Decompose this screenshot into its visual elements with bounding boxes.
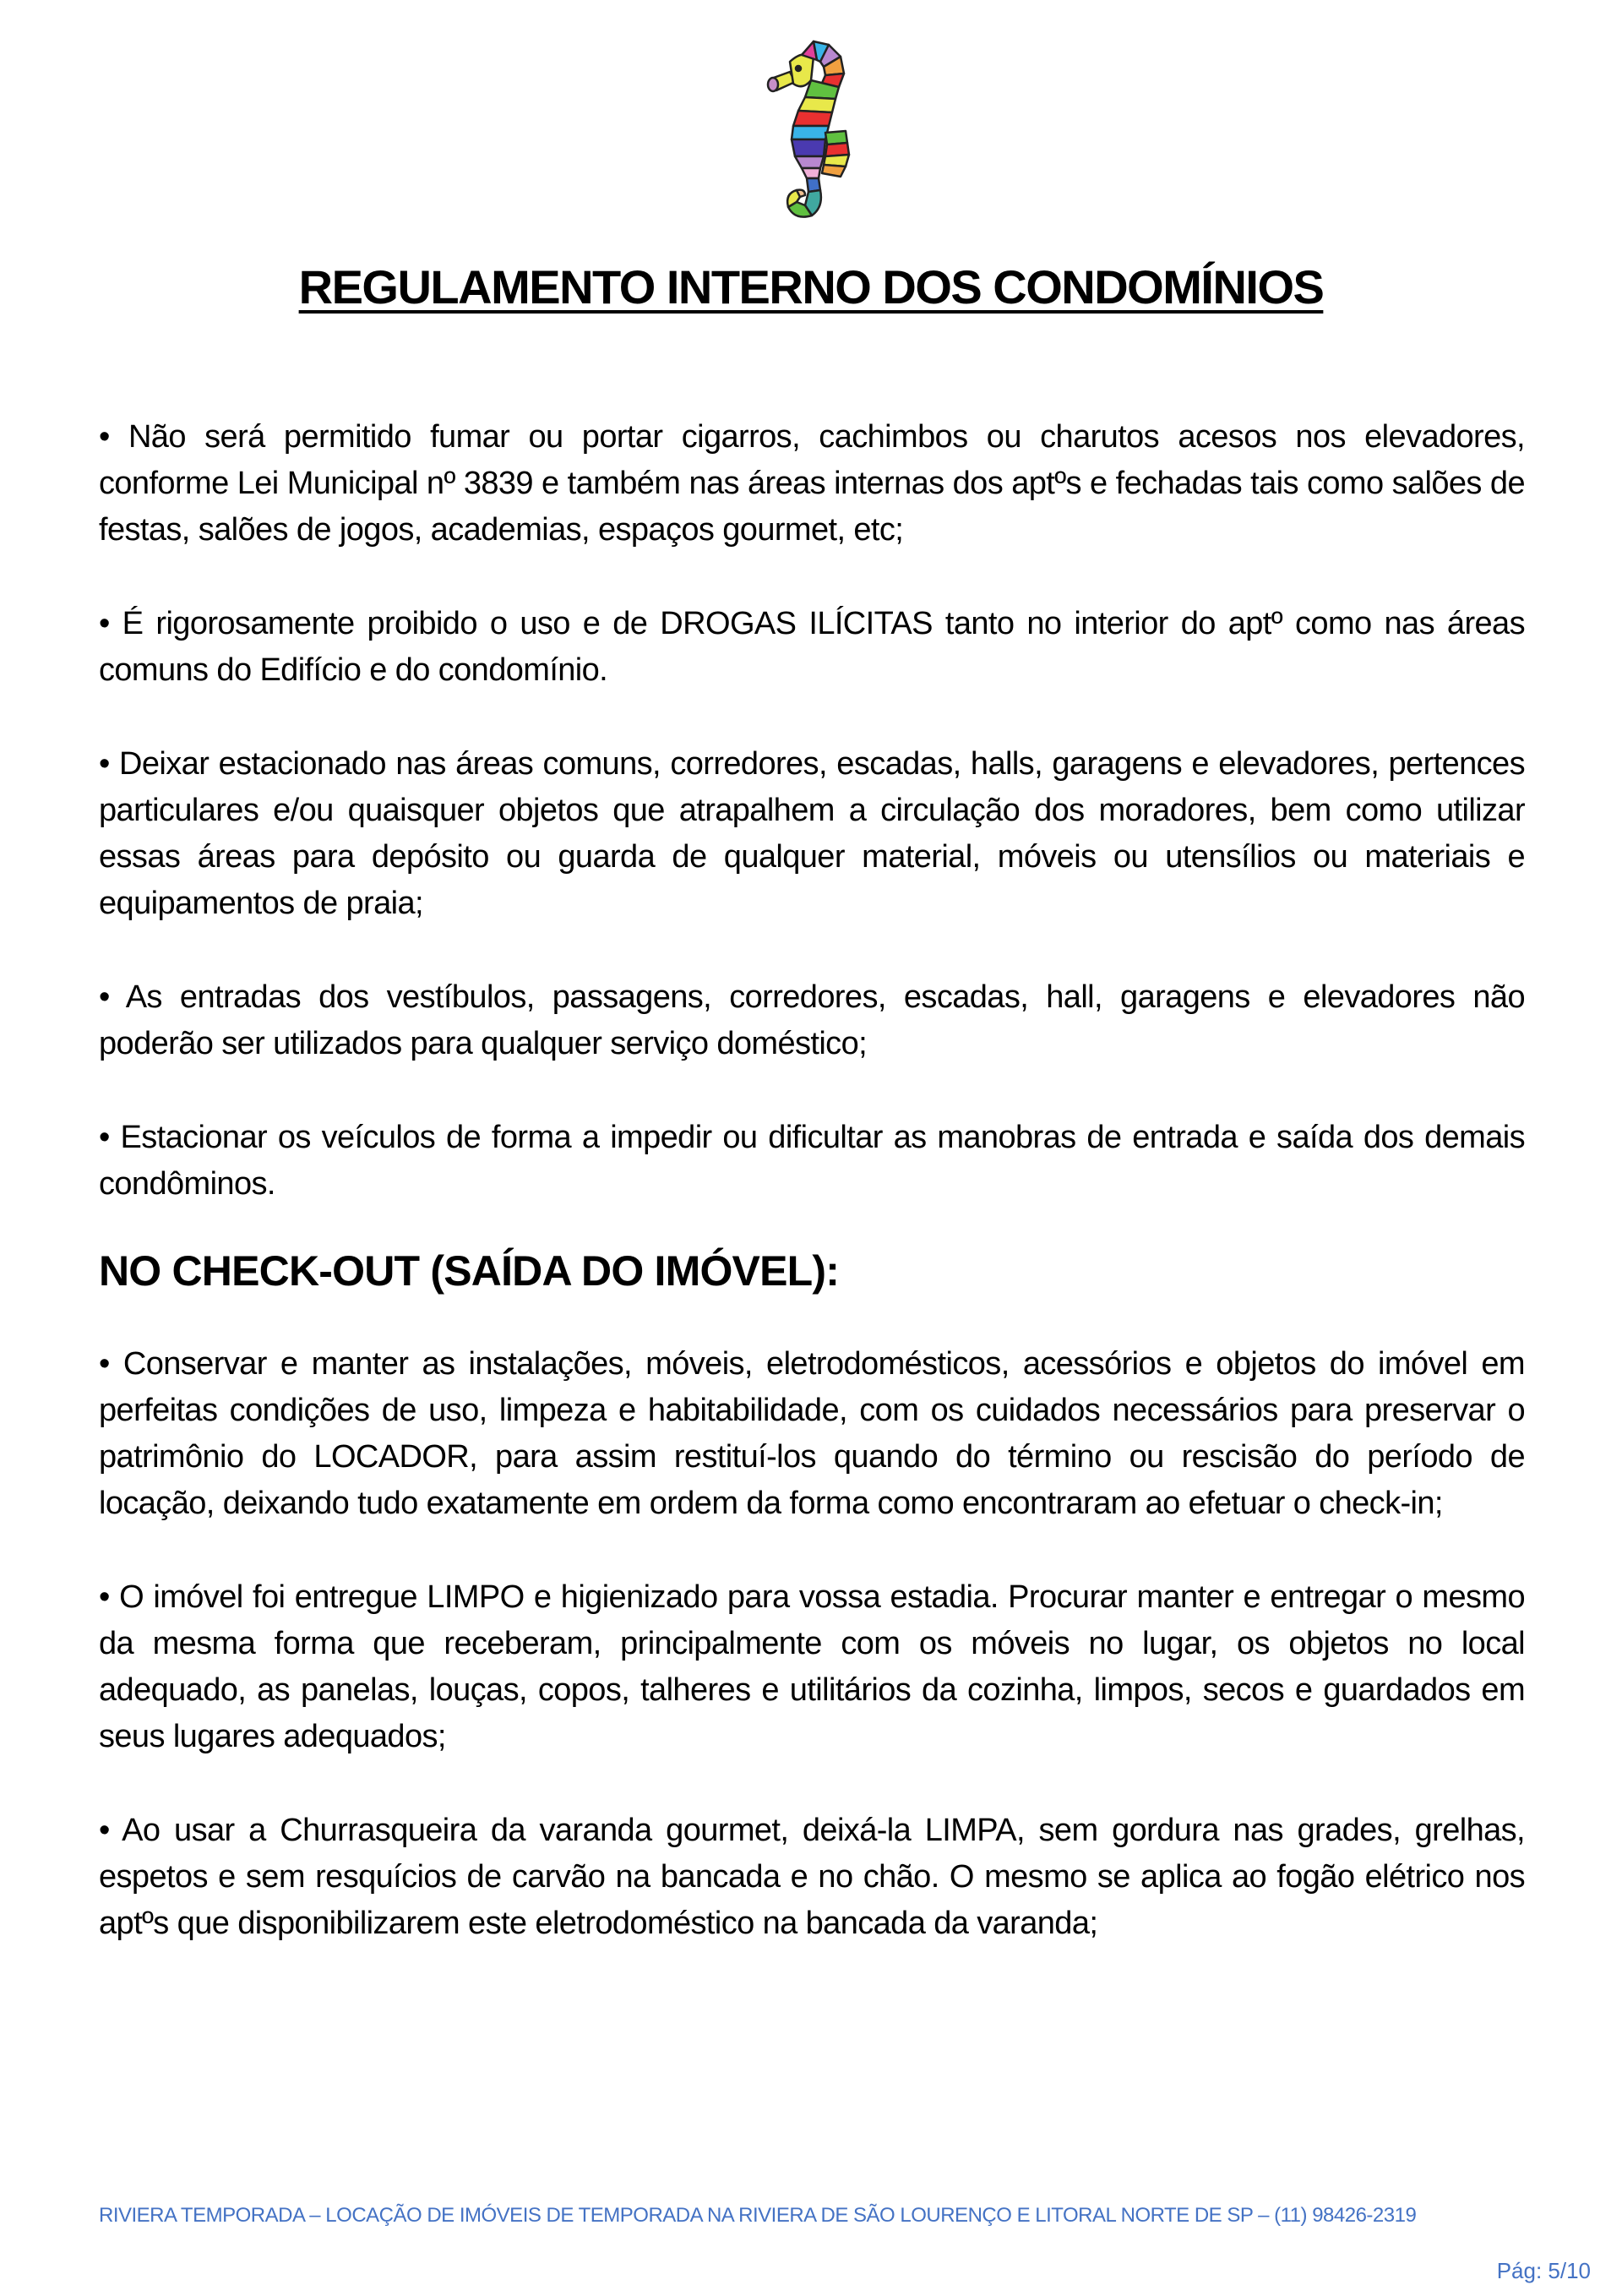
rule-paragraph: • As entradas dos vestíbulos, passagens, corredores, escadas, hall, garagens e elevadores não poderão ser utilizados para qualquer serviço doméstico; [99,979,1525,1061]
seahorse-icon [765,38,857,220]
page-number: Pág: 5/10 [1496,2258,1591,2283]
footer-text: RIVIERA TEMPORADA – LOCAÇÃO DE IMÓVEIS DE TEMPORADA NA RIVIERA DE SÃO LOURENÇO E LITORAL NORTE DE SP – (11) 98426-2319 [99,2204,1417,2227]
rule-paragraph: • Estacionar os veículos de forma a impedir ou dificultar as manobras de entrada e saída dos demais condôminos. [99,1120,1525,1202]
document-title [0,254,1622,321]
checkout-heading: NO CHECK-OUT (SAÍDA DO IMÓVEL): [99,1247,840,1295]
checkout-rule-paragraph: • O imóvel foi entregue LIMPO e higienizado para vossa estadia. Procurar manter e entregar o mesmo da mesma forma que receberam, principalmente com os móveis no lugar, os objetos no local adequado, as panelas, louças, copos, talheres e utilitários da cozinha, limpos, secos e guardados em seus lugares adequados; [99,1579,1525,1754]
rule-paragraph: • Deixar estacionado nas áreas comuns, corredores, escadas, halls, garagens e elevadores, pertences particulares e/ou quaisquer objetos que atrapalhem a circulação dos moradores, bem como utilizar essas áreas para depósito ou guarda de qualquer material, móveis ou utensílios ou materiais e equipamentos de praia; [99,746,1525,921]
seahorse-logo [765,38,857,220]
rule-paragraph: • Não será permitido fumar ou portar cigarros, cachimbos ou charutos acesos nos elevadores, conforme Lei Municipal nº 3839 e também nas áreas internas dos aptºs e fechadas tais como salões de festas, salões de jogos, academias, espaços gourmet, etc; [99,419,1525,548]
rule-paragraph: • É rigorosamente proibido o uso e de DROGAS ILÍCITAS tanto no interior do aptº como nas áreas comuns do Edifício e do condomínio. [99,606,1525,688]
document-title-text: REGULAMENTO INTERNO DOS CONDOMÍNIOS [298,260,1324,314]
checkout-rule-paragraph: • Conservar e manter as instalações, móveis, eletrodomésticos, acessórios e objetos do imóvel em perfeitas condições de uso, limpeza e habitabilidade, com os cuidados necessários para preservar o patrimônio do LOCADOR, para assim restituí-los quando do término ou rescisão do período de locação, deixando tudo exatamente em ordem da forma como encontraram ao efetuar o check-in; [99,1346,1525,1521]
checkout-rule-paragraph: • Ao usar a Churrasqueira da varanda gourmet, deixá-la LIMPA, sem gordura nas grades, grelhas, espetos e sem resquícios de carvão na bancada e no chão. O mesmo se aplica ao fogão elétrico nos aptºs que disponibilizarem este eletrodoméstico na bancada da varanda; [99,1813,1525,1941]
document-body [99,414,1525,1994]
